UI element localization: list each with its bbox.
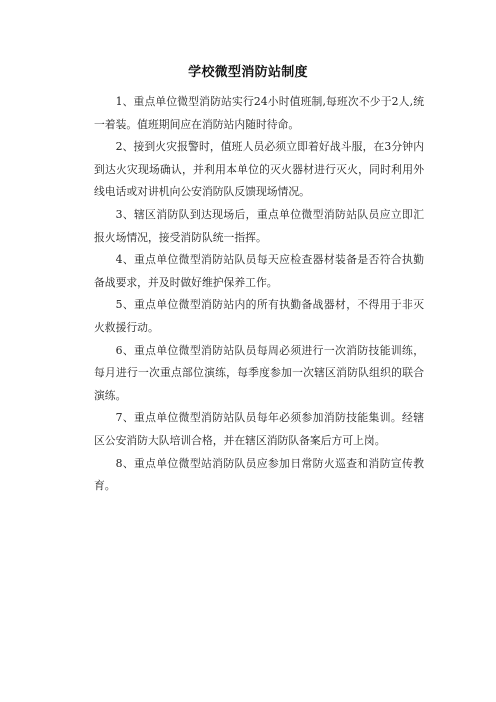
paragraph-5: 5、重点单位微型消防站内的所有执勤备战器材，不得用于非灭火救援行动。 — [94, 298, 424, 334]
paragraph-7: 7、重点单位微型消防站队员每年必须参加消防技能集训。经辖区公安消防大队培训合格，并在辖区消防队备案后方可上岗。 — [94, 411, 424, 447]
paragraph-2: 2、接到火灾报警时，值班人员必须立即着好战斗服，在3分钟内到达火灾现场确认，并利用本单位的灭火器材进行灭火，同时利用外线电话或对讲机向公安消防队反馈现场情况。 — [94, 140, 424, 199]
paragraph-4: 4、重点单位微型消防站队员每天应检查器材装备是否符合执勤备战要求，并及时做好维护保养工作。 — [94, 253, 424, 289]
page-title: 学校微型消防站制度 — [188, 65, 308, 80]
paragraph-8: 8、重点单位微型站消防队员应参加日常防火巡查和消防宣传教育。 — [94, 456, 424, 493]
document-body — [94, 91, 424, 498]
paragraph-1: 1、重点单位微型消防站实行24小时值班制,每班次不少于2人,统一着装。值班期间应在消防站内随时待命。 — [94, 95, 424, 131]
paragraph-3: 3、辖区消防队到达现场后，重点单位微型消防站队员应立即汇报火场情况，接受消防队统一指挥。 — [94, 207, 424, 244]
paragraph-6: 6、重点单位微型消防站队员每周必须进行一次消防技能训练，每月进行一次重点部位演练，每季度参加一次辖区消防队组织的联合演练。 — [94, 343, 424, 402]
